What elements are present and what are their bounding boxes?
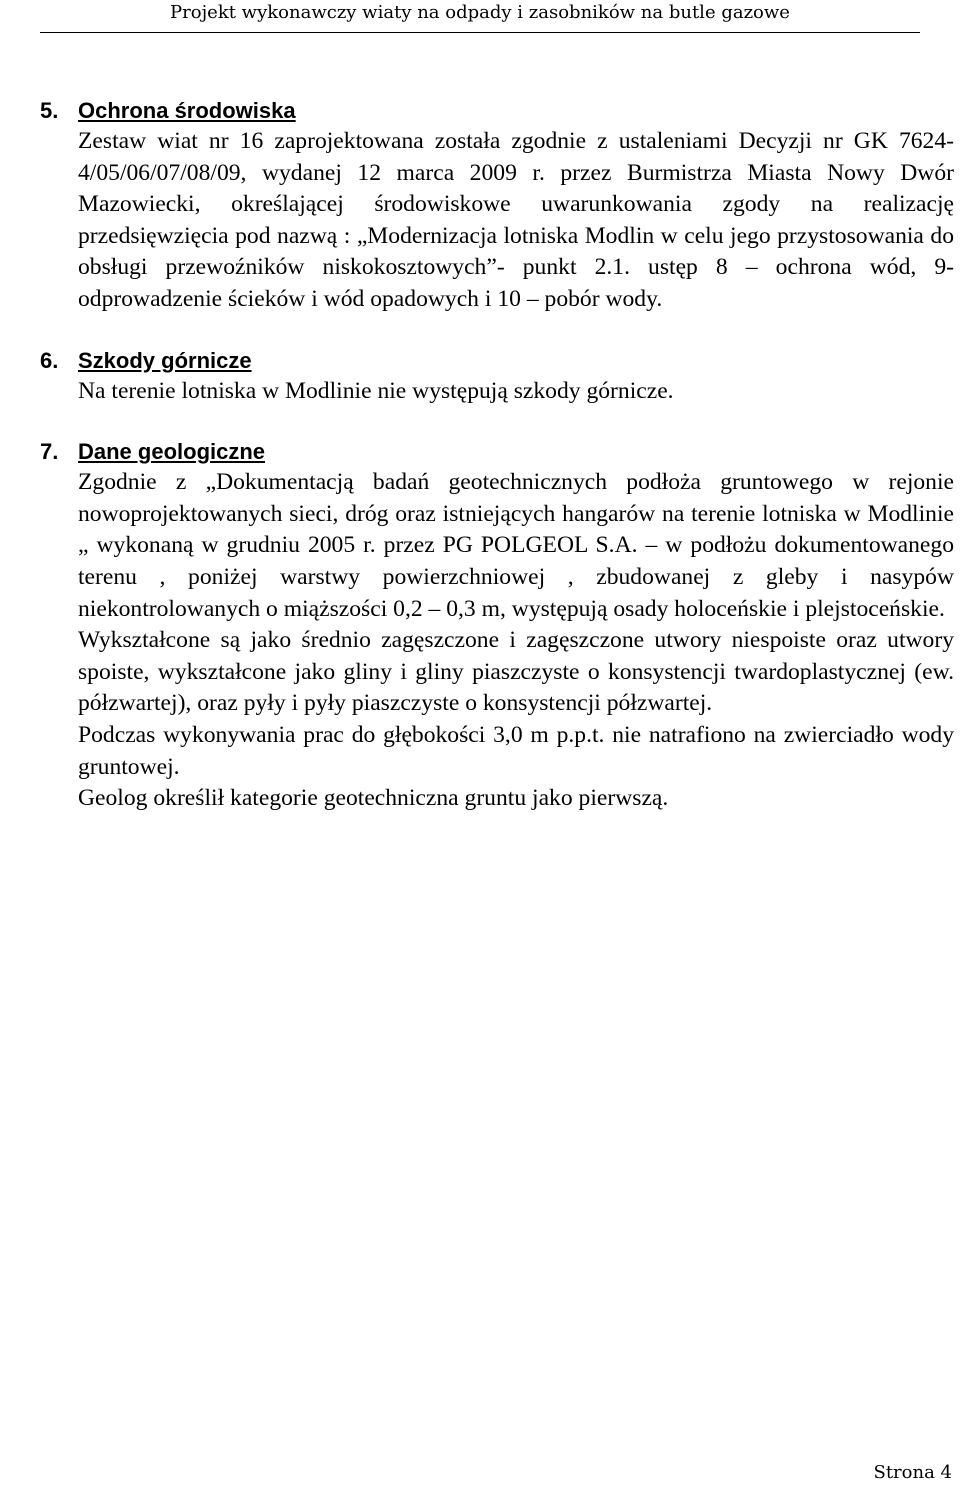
section-title: Ochrona środowiska	[78, 98, 296, 123]
header-divider	[40, 32, 920, 33]
paragraph: Zestaw wiat nr 16 zaprojektowana została zgodnie z ustaleniami Decyzji nr GK 7624-4/05/06/07/08/09, wydanej 12 marca 2009 r. przez Burmistrza Miasta Nowy Dwór Mazowiecki, określającej środowiskowe uwarunkowania zgody na realizację przedsięwzięcia pod nazwą : „Modernizacja lotniska Modlin w celu jego przystosowania do obsługi przewoźników niskokosztowych”- punkt 2.1. ustęp 8 – ochrona wód, 9- odprowadzenie ścieków i wód opadowych i 10 – pobór wody.	[78, 128, 954, 312]
paragraph: Wykształcone są jako średnio zagęszczone i zagęszczone utwory niespoiste oraz utwory spoiste, wykształcone jako gliny i gliny piaszczyste o konsystencji twardoplastycznej (ew. półzwartej), oraz pyły i pyły piaszczyste o konsystencji półzwartej.	[78, 627, 954, 717]
page-number: Strona 4	[873, 1462, 952, 1483]
section-title: Dane geologiczne	[78, 439, 266, 465]
paragraph: Zgodnie z „Dokumentacją badań geotechnicznych podłoża gruntowego w rejonie nowoprojektowanych sieci, dróg oraz istniejących hangarów na terenie lotniska w Modlinie „ wykonaną w grudniu 2005 r. przez PG POLGEOL S.A. – w podłożu dokumentowanego terenu , poniżej warstwy powierzchniowej , zbudowanej z gleby i nasypów niekontrolowanych o miąższości 0,2 – 0,3 m, występują osady holoceńskie i plejstoceńskie.	[78, 469, 954, 622]
section-number: 6.	[40, 347, 59, 373]
section-number: 5.	[40, 98, 59, 123]
section-szkody-gornicze	[40, 345, 954, 408]
section-heading	[40, 345, 954, 376]
section-body	[78, 126, 954, 316]
paragraph: Podczas wykonywania prac do głębokości 3,0 m p.p.t. nie natrafiono na zwierciadło wody gruntowej.	[78, 721, 954, 780]
section-dane-geologiczne	[40, 436, 954, 815]
section-number: 7.	[40, 439, 59, 465]
paragraph: Geolog określił kategorie geotechniczna gruntu jako pierwszą.	[78, 785, 669, 812]
document-body	[40, 95, 954, 844]
section-body	[78, 376, 954, 408]
section-heading	[40, 436, 954, 467]
section-body	[78, 467, 954, 815]
section-ochrona-srodowiska	[40, 95, 954, 316]
section-title: Szkody górnicze	[78, 347, 252, 373]
running-header: Projekt wykonawczy wiaty na odpady i zasobników na butle gazowe	[170, 2, 790, 23]
paragraph: Na terenie lotniska w Modlinie nie występują szkody górnicze.	[78, 377, 674, 404]
section-heading	[40, 95, 954, 126]
